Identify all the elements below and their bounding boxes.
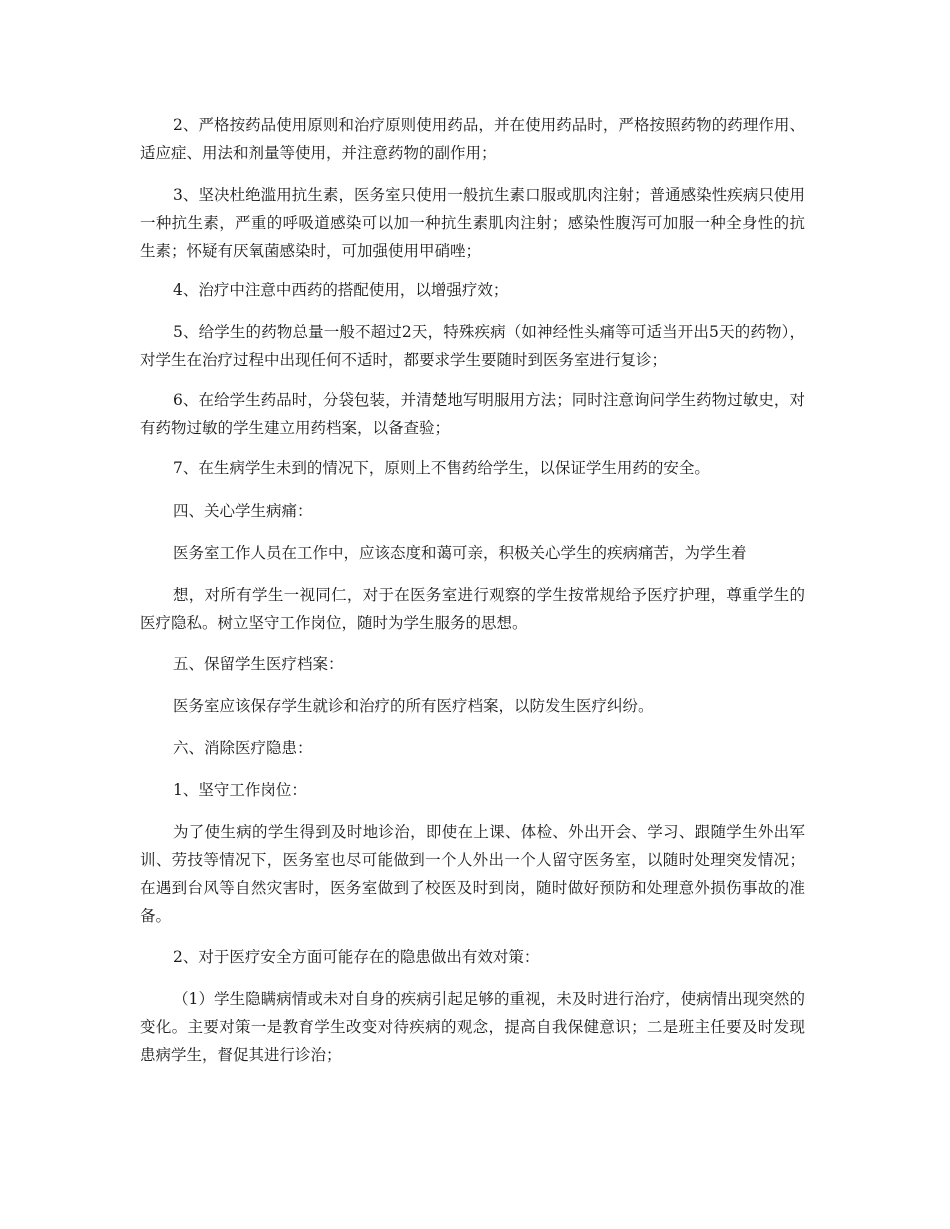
paragraph-measure-1: （1）学生隐瞒病情或未对自身的疾病引起足够的重视，未及时进行治疗，使病情出现突然的变化。主要对策一是教育学生改变对待疾病的观念，提高自我保健意识；二是班主任要及时发现患病学生，督促其进行诊治；	[140, 990, 805, 1064]
subheading-1-post: 1、坚守工作岗位：	[173, 781, 307, 799]
paragraph-records: 医务室应该保存学生就诊和治疗的所有医疗档案，以防发生医疗纠纷。	[173, 697, 654, 715]
paragraph-7-sales: 7、在生病学生未到的情况下，原则上不售药给学生，以保证学生用药的安全。	[173, 459, 710, 477]
paragraph-3-antibiotics: 3、坚决杜绝滥用抗生素，医务室只使用一般抗生素口服或肌肉注射；普通感染性疾病只使用一种抗生素，严重的呼吸道感染可以加一种抗生素肌肉注射；感染性腹泻可加服一种全身性的抗生素；怀疑有厌氧菌感染时，可加强使用甲硝唑；	[140, 186, 805, 260]
paragraph-post-details: 为了使生病的学生得到及时地诊治，即使在上课、体检、外出开会、学习、跟随学生外出军训、劳技等情况下，医务室也尽可能做到一个人外出一个人留守医务室，以随时处理突发情况；在遇到台风等自然灾害时，医务室做到了校医及时到岗，随时做好预防和处理意外损伤事故的准备。	[140, 823, 805, 925]
section-heading-5: 五、保留学生医疗档案：	[173, 655, 344, 673]
paragraph-care-line2: 想，对所有学生一视同仁，对于在医务室进行观察的学生按常规给予医疗护理，尊重学生的医疗隐私。树立坚守工作岗位，随时为学生服务的思想。	[140, 586, 805, 632]
paragraph-2-drug-principles: 2、严格按药品使用原则和治疗原则使用药品，并在使用药品时，严格按照药物的药理作用、适应症、用法和剂量等使用，并注意药物的副作用；	[140, 116, 805, 162]
section-heading-4: 四、关心学生病痛：	[173, 502, 313, 520]
section-heading-6: 六、消除医疗隐患：	[173, 739, 313, 757]
paragraph-5-dosage: 5、给学生的药物总量一般不超过2天，特殊疾病（如神经性头痛等可适当开出5天的药物），对学生在治疗过程中出现任何不适时，都要求学生要随时到医务室进行复诊；	[140, 323, 805, 369]
subheading-2-measures: 2、对于医疗安全方面可能存在的隐患做出有效对策：	[173, 948, 540, 966]
paragraph-6-packaging: 6、在给学生药品时，分袋包装，并清楚地写明服用方法；同时注意询问学生药物过敏史，对有药物过敏的学生建立用药档案，以备查验；	[140, 391, 805, 437]
paragraph-care-line1: 医务室工作人员在工作中，应该态度和蔼可亲，积极关心学生的疾病痛苦，为学生着	[173, 544, 747, 562]
paragraph-4-combination: 4、治疗中注意中西药的搭配使用，以增强疗效；	[173, 281, 509, 299]
